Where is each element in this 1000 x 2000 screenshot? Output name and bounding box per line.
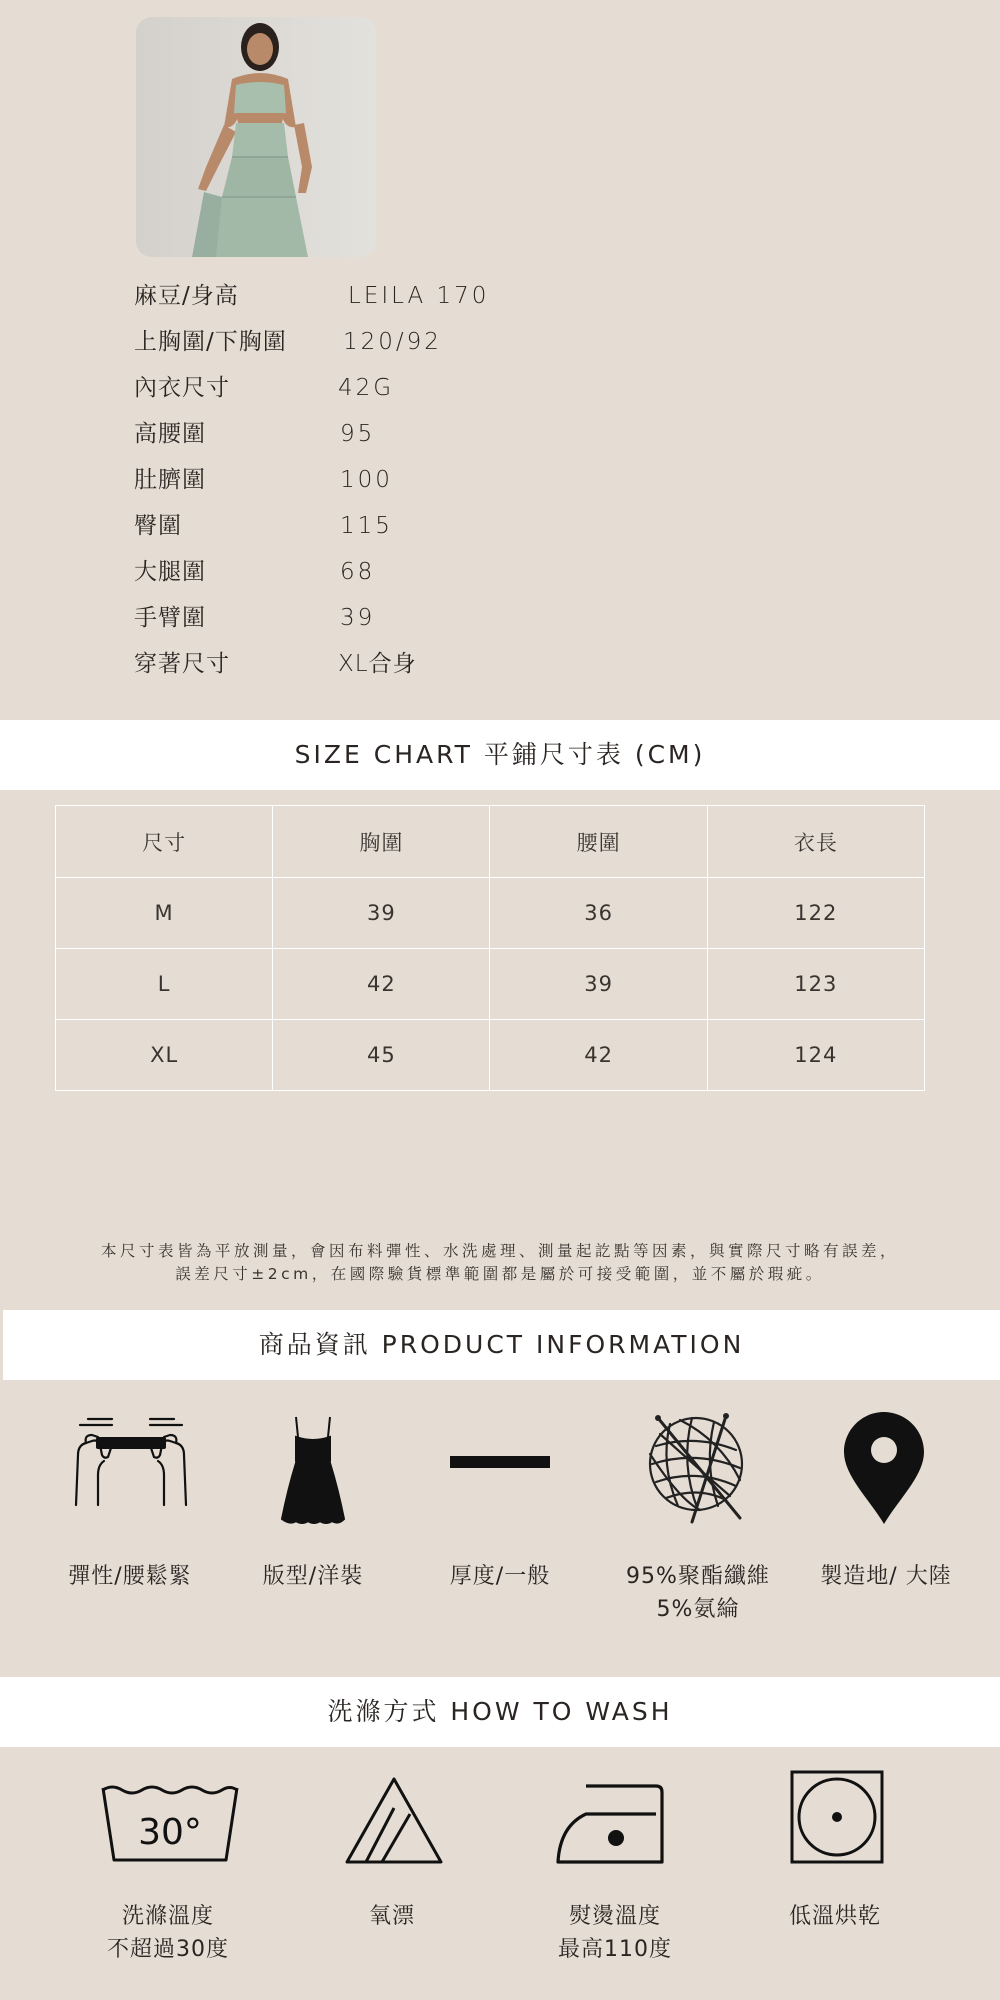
- table-cell: 122: [707, 878, 924, 949]
- wash-label-line: 熨燙溫度: [568, 1904, 661, 1929]
- wash-label-line: 洗滌溫度: [121, 1904, 214, 1929]
- table-cell: 39: [490, 949, 707, 1020]
- model-photo: [136, 17, 376, 257]
- wash-label-line: 最高110度: [558, 1937, 672, 1962]
- table-header-cell: 胸圍: [273, 806, 490, 878]
- model-row-label: 內衣尺寸: [134, 375, 230, 401]
- wash-title: 洗滌方式 HOW TO WASH: [0, 1677, 1000, 1747]
- model-row-value: 115: [340, 513, 393, 539]
- wash-temperature-mark: 30°: [138, 1812, 202, 1853]
- table-cell: 36: [490, 878, 707, 949]
- wash-label: [515, 1900, 715, 1966]
- model-row-value: 95: [340, 421, 376, 447]
- wash-label-line: 氧漂: [368, 1904, 415, 1929]
- tumble-dry-low-icon: [790, 1770, 884, 1864]
- table-cell: L: [56, 949, 273, 1020]
- model-row-label: 大腿圍: [134, 559, 206, 585]
- model-row-label: 臀圍: [134, 513, 182, 539]
- model-row-value: 100: [340, 467, 393, 493]
- product-info-label-line: 版型/洋裝: [262, 1564, 364, 1589]
- table-cell: M: [56, 878, 273, 949]
- table-cell: 39: [273, 878, 490, 949]
- measurement-note-line: 本尺寸表皆為平放測量，會因布料彈性、水洗處理、測量起訖點等因素，與實際尺寸略有誤差，: [100, 1242, 899, 1260]
- wash-label: [292, 1900, 492, 1933]
- model-row-label: 麻豆/身高: [134, 283, 239, 309]
- product-info-label: [213, 1560, 413, 1593]
- size-chart-table: [55, 805, 925, 1091]
- table-cell: 45: [273, 1020, 490, 1091]
- model-row-label: 高腰圍: [134, 421, 206, 447]
- iron-icon: [554, 1782, 666, 1866]
- table-row: [56, 949, 925, 1020]
- wash-label: [735, 1900, 935, 1933]
- wash-30-icon: [100, 1782, 240, 1864]
- wash-label: [68, 1900, 268, 1966]
- product-info-label-line: 5%氨綸: [656, 1597, 740, 1622]
- product-info-label: [30, 1560, 230, 1593]
- model-row-value: 42G: [338, 375, 395, 401]
- model-row-value: 120/92: [343, 329, 442, 355]
- model-row-value: XL合身: [338, 651, 417, 677]
- table-header-cell: 尺寸: [56, 806, 273, 878]
- product-info-label-line: 95%聚酯纖維: [626, 1564, 770, 1589]
- table-row: [56, 878, 925, 949]
- table-header-row: [56, 806, 925, 878]
- model-row-label: 上胸圍/下胸圍: [134, 329, 287, 355]
- dress-icon: [280, 1415, 346, 1527]
- wash-label-line: 低溫烘乾: [788, 1904, 881, 1929]
- table-header-cell: 腰圍: [490, 806, 707, 878]
- table-cell: 42: [273, 949, 490, 1020]
- bleach-icon: [344, 1776, 444, 1866]
- product-info-title: 商品資訊 PRODUCT INFORMATION: [3, 1310, 1000, 1380]
- product-info-label: [400, 1560, 600, 1593]
- table-header-cell: 衣長: [707, 806, 924, 878]
- size-chart-title: SIZE CHART 平鋪尺寸表 (CM): [0, 720, 1000, 790]
- model-row-label: 肚臍圍: [134, 467, 206, 493]
- measurement-note-line: 誤差尺寸±2cm，在國際驗貨標準範圍都是屬於可接受範圍，並不屬於瑕疵。: [175, 1265, 825, 1283]
- thickness-icon: [450, 1456, 550, 1468]
- table-row: [56, 1020, 925, 1091]
- stretch-icon: [68, 1415, 194, 1515]
- table-cell: 123: [707, 949, 924, 1020]
- product-info-label-line: 彈性/腰鬆緊: [68, 1564, 192, 1589]
- measurement-note: [0, 1240, 1000, 1286]
- product-info-label: [598, 1560, 798, 1626]
- product-info-label: [786, 1560, 986, 1593]
- wash-label-line: 不超過30度: [107, 1937, 229, 1962]
- table-cell: XL: [56, 1020, 273, 1091]
- table-cell: 42: [490, 1020, 707, 1091]
- table-cell: 124: [707, 1020, 924, 1091]
- yarn-icon: [640, 1410, 752, 1526]
- model-photo-illustration: [136, 17, 376, 257]
- product-info-label-line: 厚度/一般: [449, 1564, 551, 1589]
- model-row-value: 68: [340, 559, 376, 585]
- model-row-label: 手臂圍: [134, 605, 206, 631]
- product-info-label-line: 製造地/ 大陸: [820, 1564, 952, 1589]
- model-row-value: 39: [340, 605, 376, 631]
- model-row-value: LEILA 170: [348, 283, 490, 309]
- model-row-label: 穿著尺寸: [134, 651, 230, 677]
- location-pin-icon: [842, 1410, 926, 1526]
